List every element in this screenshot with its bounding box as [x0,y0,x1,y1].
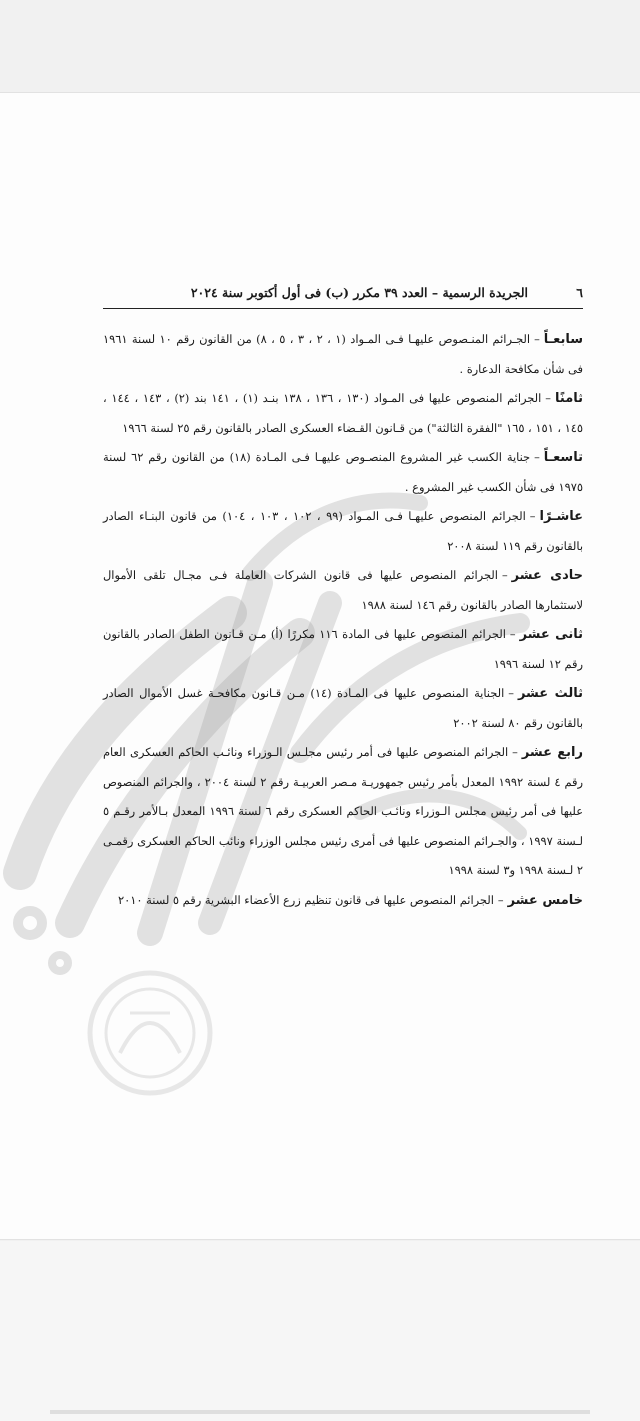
item-text: الجرائم المنصوص عليها فى المادة ١١٦ مكررًا (أ) مـن قـانون الطفل الصادر بالقانون رقم ١٢ لسنة ١٩٩٦ [103,627,583,671]
bottom-scroll-bar [50,1410,590,1414]
list-item: خامس عشر–الجرائم المنصوص عليها فى قانون تنظيم زرع الأعضاء البشرية رقم ٥ لسنة ٢٠١٠ [118,892,583,908]
item-ordinal: عاشـرًا [539,509,584,524]
list-item: ثامنًا–الجرائم المنصوص عليها فى المـواد (١٣٠ ، ١٣٦ ، ١٣٨ بنـد (١) ، ١٤١ بند (٢) ، ١٤٣ ، ١٤٤ ، ١٤٥ ، ١٥١ ، ١٦٥ "الفقرة الثالثة") من قـانون القـضاء العسكرى الصادر بالقانون رقم ٢٥ لسنة ١٩٦٦ [103,391,583,435]
item-text: الجرائم المنصوص عليها فى قانون الشركات العاملة فـى مجـال تلقى الأموال لاستثمارها الصادر بالقانون رقم ١٤٦ لسنة ١٩٨٨ [103,568,583,612]
list-item: عاشـرًا–الجرائم المنصوص عليهـا فـى المـواد (٩٩ ، ١٠٢ ، ١٠٣ ، ١٠٤) من قانون البنـاء الصادر بالقانون رقم ١١٩ لسنة ٢٠٠٨ [103,509,584,553]
document-body [103,325,583,915]
item-text: الجناية المنصوص عليها فى المـادة (١٤) مـن قـانون مكافحـة غسل الأموال الصادر بالقانون رقم ٨٠ لسنة ٢٠٠٢ [103,686,583,730]
item-ordinal: تاسعـاً [543,450,583,465]
item-text: جناية الكسب غير المشروع المنصـوص عليهـا فـى المـادة (١٨) من القانون رقم ٦٢ لسنة ١٩٧٥ فى شأن الكسب غير المشروع . [103,450,583,494]
item-text: الجرائم المنصوص عليها فى المـواد (١٣٠ ، ١٣٦ ، ١٣٨ بنـد (١) ، ١٤١ بند (٢) ، ١٤٣ ، ١٤٤ ، ١٤٥ ، ١٥١ ، ١٦٥ "الفقرة الثالثة") من قـانون القـضاء العسكرى الصادر بالقانون رقم ٢٥ لسنة ١٩٦٦ [103,391,583,435]
gazette-title: الجريدة الرسمية – العدد ٣٩ مكرر (ب) فى أول أكتوبر سنة ٢٠٢٤ [190,285,528,300]
item-ordinal: سابعـاً [543,332,583,347]
item-ordinal: ثالث عشر [517,686,583,701]
item-ordinal: ثانى عشر [519,627,583,642]
list-item: رابع عشر–الجرائم المنصوص عليها فى أمر رئيس مجلـس الـوزراء ونائـب الحاكم العسكرى العام رقم ٤ لسنة ١٩٩٢ المعدل بأمر رئيس جمهوريـة مـصر العربيـة رقم ٢ لسنة ٢٠٠٤ ، والجرائم المنصوص عليها فى أمر رئيس مجلس الـوزراء ونائـب الحاكم العسكرى رقم ٦ لسنة ١٩٩٦ المعدل بـالأمر رقـم ٥ لـسنة ١٩٩٧ ، والجـرائم المنصوص عليها فى أمرى رئيس مجلس الوزراء ونائب الحاكم العسكرى رقمـى ٢ لـسنة ١٩٩٨ و٣ لسنة ١٩٩٨ [103,745,583,877]
item-ordinal: حادى عشر [511,568,583,583]
item-text: الجـرائم المنـصوص عليهـا فـى المـواد (١ ، ٢ ، ٣ ، ٥ ، ٨) من القانون رقم ١٠ لسنة ١٩٦١ فى شأن مكافحة الدعارة . [103,332,583,376]
list-item: ثالث عشر–الجناية المنصوص عليها فى المـادة (١٤) مـن قـانون مكافحـة غسل الأموال الصادر بالقانون رقم ٨٠ لسنة ٢٠٠٢ [103,686,583,730]
page-number: ٦ [576,285,583,300]
item-ordinal: ثامنًا [555,391,583,406]
list-item: حادى عشر–الجرائم المنصوص عليها فى قانون الشركات العاملة فـى مجـال تلقى الأموال لاستثمارها الصادر بالقانون رقم ١٤٦ لسنة ١٩٨٨ [103,568,583,612]
list-item: سابعـاً–الجـرائم المنـصوص عليهـا فـى المـواد (١ ، ٢ ، ٣ ، ٥ ، ٨) من القانون رقم ١٠ لسنة ١٩٦١ فى شأن مكافحة الدعارة . [103,332,583,376]
list-item: تاسعـاً–جناية الكسب غير المشروع المنصـوص عليهـا فـى المـادة (١٨) من القانون رقم ٦٢ لسنة ١٩٧٥ فى شأن الكسب غير المشروع . [103,450,583,494]
footer-strip [0,1241,640,1421]
list-item: ثانى عشر–الجرائم المنصوص عليها فى المادة ١١٦ مكررًا (أ) مـن قـانون الطفل الصادر بالقانون رقم ١٢ لسنة ١٩٩٦ [103,627,583,671]
item-ordinal: خامس عشر [507,892,583,908]
item-text: الجرائم المنصوص عليهـا فـى المـواد (٩٩ ، ١٠٢ ، ١٠٣ ، ١٠٤) من قانون البنـاء الصادر بالقانون رقم ١١٩ لسنة ٢٠٠٨ [103,509,583,553]
page-header [103,283,583,309]
item-ordinal: رابع عشر [521,745,583,760]
item-text: الجرائم المنصوص عليها فى أمر رئيس مجلـس الـوزراء ونائـب الحاكم العسكرى العام رقم ٤ لسنة ١٩٩٢ المعدل بأمر رئيس جمهوريـة مـصر العربيـة رقم ٢ لسنة ٢٠٠٤ ، والجرائم المنصوص عليها فى أمر رئيس مجلس الـوزراء ونائـب الحاكم العسكرى رقم ٦ لسنة ١٩٩٦ المعدل بـالأمر رقـم ٥ لـسنة ١٩٩٧ ، والجـرائم المنصوص عليها فى أمرى رئيس مجلس الوزراء ونائب الحاكم العسكرى رقمـى ٢ لـسنة ١٩٩٨ و٣ لسنة ١٩٩٨ [103,745,583,877]
document-page [0,92,640,1240]
item-text: الجرائم المنصوص عليها فى قانون تنظيم زرع الأعضاء البشرية رقم ٥ لسنة ٢٠١٠ [118,892,494,907]
